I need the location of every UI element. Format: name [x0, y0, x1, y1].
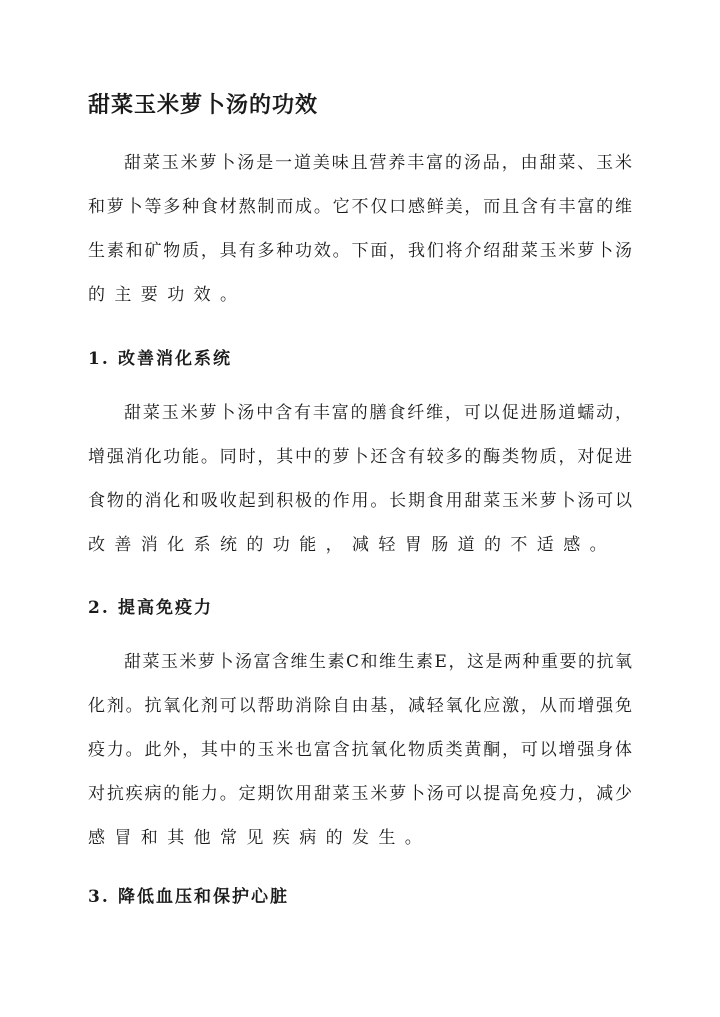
document-title: 甜菜玉米萝卜汤的功效 — [88, 92, 319, 118]
paragraph-line: 甜菜玉米萝卜汤富含维生素C和维生素E，这是两种重要的抗氧 — [124, 652, 632, 672]
section-number: 2. — [88, 598, 110, 618]
section-heading-1 — [88, 344, 232, 369]
paragraph-line: 疫力。此外，其中的玉米也富含抗氧化物质类黄酮，可以增强身体 — [88, 740, 632, 760]
section-1-paragraph — [88, 391, 632, 567]
paragraph-line: 甜菜玉米萝卜汤中含有丰富的膳食纤维，可以促进肠道蠕动， — [124, 403, 632, 423]
section-title: 降低血压和保护心脏 — [118, 887, 289, 907]
section-number: 1. — [88, 349, 110, 369]
paragraph-line: 化剂。抗氧化剂可以帮助消除自由基，减轻氧化应激，从而增强免 — [88, 696, 632, 716]
paragraph-line: 的主要功效。 — [88, 285, 247, 305]
section-2-paragraph — [88, 640, 632, 860]
section-heading-3 — [88, 882, 289, 907]
paragraph-line: 改善消化系统的功能，减轻胃肠道的不适感。 — [88, 535, 616, 555]
section-number: 3. — [88, 887, 110, 907]
paragraph-line: 食物的消化和吸收起到积极的作用。长期食用甜菜玉米萝卜汤可以 — [88, 491, 632, 511]
paragraph-line: 增强消化功能。同时，其中的萝卜还含有较多的酶类物质，对促进 — [88, 447, 632, 467]
paragraph-line: 生素和矿物质，具有多种功效。下面，我们将介绍甜菜玉米萝卜汤 — [88, 241, 632, 261]
section-heading-2 — [88, 593, 213, 618]
paragraph-line: 和萝卜等多种食材熬制而成。它不仅口感鲜美，而且含有丰富的维 — [88, 197, 632, 217]
section-title: 改善消化系统 — [118, 349, 232, 369]
intro-paragraph — [88, 141, 632, 317]
section-title: 提高免疫力 — [118, 598, 213, 618]
paragraph-line: 感冒和其他常见疾病的发生。 — [88, 828, 432, 848]
paragraph-line: 甜菜玉米萝卜汤是一道美味且营养丰富的汤品，由甜菜、玉米 — [124, 153, 632, 173]
paragraph-line: 对抗疾病的能力。定期饮用甜菜玉米萝卜汤可以提高免疫力，减少 — [88, 784, 632, 804]
